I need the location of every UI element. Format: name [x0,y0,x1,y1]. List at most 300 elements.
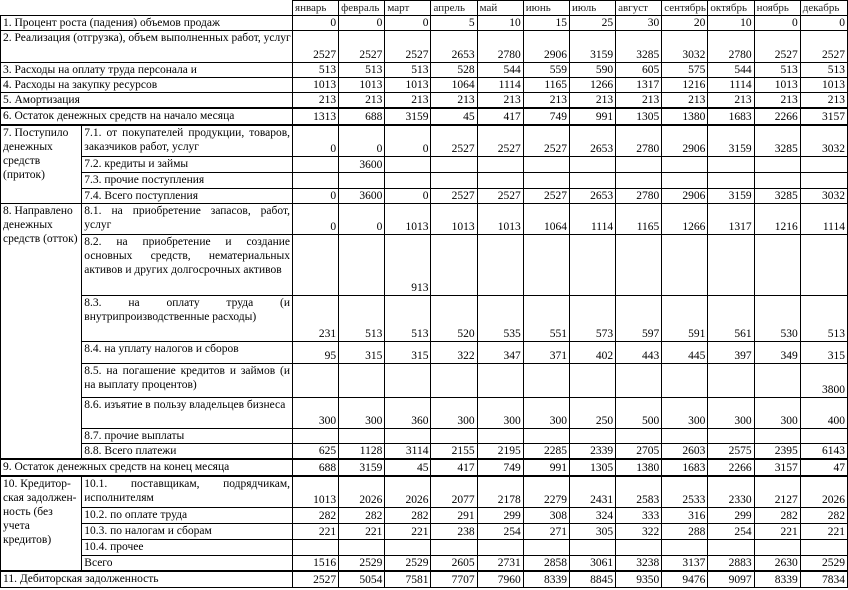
value-cell: 2527 [339,31,385,63]
value-cell: 513 [385,295,431,341]
value-cell: 3159 [385,108,431,125]
value-cell: 8339 [754,571,800,587]
value-cell [569,540,615,556]
value-cell [431,172,477,188]
value-cell: 1064 [431,78,477,93]
value-cell: 2527 [754,31,800,63]
value-cell: 25 [569,16,615,31]
value-cell [754,234,800,295]
month-header: июнь [523,1,569,16]
value-cell: 1013 [477,203,523,234]
row-r11 [1,571,848,587]
value-cell: 749 [477,459,523,476]
value-cell [754,540,800,556]
value-cell: 559 [523,63,569,78]
value-cell: 1380 [662,108,708,125]
value-cell: 2527 [477,125,523,156]
value-cell: 0 [339,125,385,156]
value-cell: 3285 [616,31,662,63]
value-cell: 3032 [662,31,708,63]
value-cell: 2026 [800,476,847,508]
value-cell [339,363,385,397]
value-cell: 1317 [708,203,754,234]
value-cell: 9097 [708,571,754,587]
value-cell: 991 [523,459,569,476]
value-cell: 5 [431,16,477,31]
value-cell: 2605 [431,556,477,572]
value-cell: 2339 [569,443,615,459]
value-cell [477,540,523,556]
value-cell: 291 [431,508,477,524]
value-cell: 300 [477,397,523,428]
value-cell: 2178 [477,476,523,508]
value-cell: 2529 [385,556,431,572]
value-cell: 8339 [523,571,569,587]
value-cell: 1128 [339,443,385,459]
value-cell: 2395 [754,443,800,459]
row-label: 1. Процент роста (падения) объемов продаж [1,16,293,31]
value-cell: 2285 [523,443,569,459]
value-cell: 513 [339,63,385,78]
month-header: апрель [431,1,477,16]
value-cell: 47 [800,459,847,476]
value-cell: 95 [293,341,339,363]
value-cell: 45 [431,108,477,125]
value-cell [708,156,754,172]
value-cell: 2780 [477,31,523,63]
value-cell: 349 [754,341,800,363]
value-cell: 0 [800,16,847,31]
row-r6 [1,108,848,125]
value-cell: 3114 [385,443,431,459]
value-cell: 6143 [800,443,847,459]
row-label: 8.2. на приобретение и создание основных средств, нематериальных активов и других долгосрочных активов [82,234,293,295]
value-cell: 3061 [569,556,615,572]
value-cell: 371 [523,341,569,363]
value-cell: 315 [800,341,847,363]
value-cell: 282 [385,508,431,524]
value-cell: 2431 [569,476,615,508]
value-cell: 1114 [708,78,754,93]
value-cell: 2529 [800,556,847,572]
value-cell [523,172,569,188]
value-cell [385,156,431,172]
value-cell: 282 [800,508,847,524]
value-cell: 213 [616,93,662,109]
value-cell [293,234,339,295]
value-cell: 513 [385,63,431,78]
value-cell [385,540,431,556]
value-cell [293,363,339,397]
value-cell: 535 [477,295,523,341]
row-label: 2. Реализация (отгрузка), объем выполненных работ, услуг [1,31,293,63]
value-cell: 2906 [662,188,708,203]
value-cell: 2195 [477,443,523,459]
group-label-g7: 7. Поступило денежных средств (приток) [1,125,82,203]
value-cell: 625 [293,443,339,459]
row-r7-1 [1,125,848,156]
value-cell [477,172,523,188]
value-cell: 2533 [662,476,708,508]
row-label: Всего [82,556,293,572]
value-cell [431,428,477,443]
value-cell: 1216 [662,78,708,93]
value-cell [523,234,569,295]
value-cell [385,363,431,397]
value-cell: 1380 [616,459,662,476]
value-cell: 213 [708,93,754,109]
row-label: 8.5. на погашение кредитов и займов (и на выплату процентов) [82,363,293,397]
value-cell: 221 [800,524,847,540]
value-cell: 3137 [662,556,708,572]
value-cell: 1013 [293,78,339,93]
row-label: 8.1. на приобретение запасов, работ, услуг [82,203,293,234]
value-cell: 3032 [800,188,847,203]
value-cell [569,172,615,188]
value-cell [339,172,385,188]
value-cell: 1013 [293,476,339,508]
value-cell [477,156,523,172]
value-cell: 9350 [616,571,662,587]
value-cell [754,172,800,188]
value-cell [431,540,477,556]
value-cell: 3032 [800,125,847,156]
value-cell: 322 [431,341,477,363]
row-r2 [1,31,848,63]
value-cell: 2780 [616,188,662,203]
value-cell: 1114 [477,78,523,93]
value-cell: 688 [339,108,385,125]
value-cell: 0 [385,16,431,31]
row-r10-3 [1,524,848,540]
value-cell: 2575 [708,443,754,459]
value-cell: 3157 [800,108,847,125]
value-cell: 213 [385,93,431,109]
row-r10-5 [1,556,848,572]
value-cell: 402 [569,341,615,363]
row-label: 8.4. на уплату налогов и сборов [82,341,293,363]
value-cell: 2330 [708,476,754,508]
value-cell: 2026 [339,476,385,508]
value-cell: 10 [708,16,754,31]
value-cell [708,540,754,556]
value-cell: 2266 [754,108,800,125]
value-cell: 300 [754,397,800,428]
value-cell: 3600 [339,188,385,203]
value-cell: 500 [616,397,662,428]
row-label: 8.6. изъятие в пользу владельцев бизнеса [82,397,293,428]
value-cell: 213 [754,93,800,109]
value-cell [569,428,615,443]
row-r8-8 [1,443,848,459]
value-cell [523,156,569,172]
group-label-g10: 10. Кредитор-ская задолжен-ность (без учета кредитов) [1,476,82,572]
value-cell: 2527 [431,188,477,203]
value-cell: 1064 [523,203,569,234]
value-cell: 528 [431,63,477,78]
value-cell: 316 [662,508,708,524]
value-cell [431,363,477,397]
row-r9 [1,459,848,476]
value-cell: 15 [523,16,569,31]
row-r3 [1,63,848,78]
value-cell: 443 [616,341,662,363]
value-cell: 20 [662,16,708,31]
value-cell [569,156,615,172]
value-cell: 1165 [523,78,569,93]
value-cell: 213 [800,93,847,109]
value-cell: 573 [569,295,615,341]
value-cell [431,234,477,295]
value-cell: 445 [662,341,708,363]
value-cell: 271 [523,524,569,540]
row-r8-2 [1,234,848,295]
row-r10-1 [1,476,848,508]
value-cell: 9476 [662,571,708,587]
value-cell: 0 [293,188,339,203]
value-cell: 3285 [754,125,800,156]
value-cell: 2858 [523,556,569,572]
value-cell [616,540,662,556]
value-cell: 3159 [708,125,754,156]
row-label: 7.3. прочие поступления [82,172,293,188]
value-cell [293,540,339,556]
row-label: 5. Амортизация [1,93,293,109]
value-cell [800,172,847,188]
value-cell [339,234,385,295]
header-corner [1,1,293,16]
value-cell: 2527 [293,571,339,587]
value-cell: 0 [293,203,339,234]
value-cell: 1114 [569,203,615,234]
value-cell [293,172,339,188]
value-cell [800,156,847,172]
row-label: 10.1. поставщикам, подрядчикам, исполнителям [82,476,293,508]
value-cell [662,172,708,188]
row-r5 [1,93,848,109]
value-cell: 254 [708,524,754,540]
value-cell: 1013 [754,78,800,93]
value-cell: 2780 [708,31,754,63]
value-cell: 322 [616,524,662,540]
month-header: сентябрь [662,1,708,16]
value-cell: 513 [800,63,847,78]
month-header: март [385,1,431,16]
value-cell: 1305 [569,459,615,476]
value-cell: 605 [616,63,662,78]
value-cell: 2527 [800,31,847,63]
value-cell [477,363,523,397]
value-cell: 221 [385,524,431,540]
value-cell: 231 [293,295,339,341]
value-cell: 3600 [339,156,385,172]
value-cell [662,428,708,443]
value-cell [293,156,339,172]
value-cell [800,234,847,295]
row-r7-2 [1,156,848,172]
value-cell: 2527 [523,125,569,156]
value-cell [569,234,615,295]
value-cell: 347 [477,341,523,363]
row-label: 3. Расходы на оплату труда персонала и [1,63,293,78]
value-cell: 2906 [662,125,708,156]
value-cell: 30 [616,16,662,31]
value-cell: 315 [339,341,385,363]
value-cell: 2653 [431,31,477,63]
value-cell: 2527 [293,31,339,63]
header-row [1,1,848,16]
value-cell: 2731 [477,556,523,572]
month-header: август [616,1,662,16]
value-cell: 513 [800,295,847,341]
value-cell [616,156,662,172]
value-cell: 2529 [339,556,385,572]
value-cell: 2527 [385,31,431,63]
value-cell [339,540,385,556]
value-cell: 0 [385,125,431,156]
value-cell: 250 [569,397,615,428]
value-cell: 7834 [800,571,847,587]
value-cell: 0 [754,16,800,31]
value-cell [616,363,662,397]
value-cell: 324 [569,508,615,524]
value-cell: 2603 [662,443,708,459]
value-cell: 2026 [385,476,431,508]
row-r8-1 [1,203,848,234]
value-cell: 1313 [293,108,339,125]
month-header: январь [293,1,339,16]
value-cell: 213 [431,93,477,109]
value-cell [754,363,800,397]
value-cell: 3800 [800,363,847,397]
value-cell [800,540,847,556]
value-cell: 417 [477,108,523,125]
value-cell: 7581 [385,571,431,587]
value-cell: 10 [477,16,523,31]
value-cell: 991 [569,108,615,125]
value-cell [662,363,708,397]
value-cell: 749 [523,108,569,125]
value-cell: 3159 [569,31,615,63]
value-cell [477,234,523,295]
value-cell: 300 [523,397,569,428]
value-cell: 360 [385,397,431,428]
value-cell [708,234,754,295]
value-cell: 2527 [431,125,477,156]
value-cell: 213 [339,93,385,109]
value-cell [569,363,615,397]
value-cell: 333 [616,508,662,524]
value-cell: 590 [569,63,615,78]
value-cell: 1305 [616,108,662,125]
value-cell: 1317 [616,78,662,93]
value-cell: 1013 [339,78,385,93]
value-cell: 1013 [385,203,431,234]
value-cell: 544 [477,63,523,78]
month-header: февраль [339,1,385,16]
value-cell: 2527 [523,188,569,203]
value-cell: 2883 [708,556,754,572]
value-cell: 221 [754,524,800,540]
value-cell: 1013 [431,203,477,234]
row-label: 11. Дебиторская задолженность [1,571,293,587]
row-r4 [1,78,848,93]
month-header: октябрь [708,1,754,16]
value-cell: 300 [708,397,754,428]
value-cell: 2906 [523,31,569,63]
value-cell [523,363,569,397]
value-cell: 299 [477,508,523,524]
row-r1 [1,16,848,31]
value-cell [616,172,662,188]
value-cell: 2127 [754,476,800,508]
value-cell: 308 [523,508,569,524]
row-label: 9. Остаток денежных средств на конец месяца [1,459,293,476]
value-cell: 0 [385,188,431,203]
value-cell: 2527 [477,188,523,203]
value-cell: 0 [293,125,339,156]
value-cell: 2077 [431,476,477,508]
value-cell: 1516 [293,556,339,572]
value-cell: 2583 [616,476,662,508]
value-cell: 305 [569,524,615,540]
value-cell: 1266 [569,78,615,93]
row-r8-4 [1,341,848,363]
value-cell: 3285 [754,188,800,203]
value-cell: 3159 [339,459,385,476]
value-cell: 913 [385,234,431,295]
value-cell: 0 [293,16,339,31]
value-cell: 315 [385,341,431,363]
value-cell: 2279 [523,476,569,508]
value-cell: 213 [523,93,569,109]
value-cell [431,156,477,172]
row-label: 10.2. по оплате труда [82,508,293,524]
row-label: 7.1. от покупателей продукции, товаров, заказчиков работ, услуг [82,125,293,156]
month-header: ноябрь [754,1,800,16]
value-cell: 2653 [569,188,615,203]
value-cell: 688 [293,459,339,476]
month-header: декабрь [800,1,847,16]
row-label: 6. Остаток денежных средств на начало месяца [1,108,293,125]
row-label: 7.4. Всего поступления [82,188,293,203]
value-cell [616,428,662,443]
value-cell: 575 [662,63,708,78]
value-cell: 300 [293,397,339,428]
value-cell: 417 [431,459,477,476]
value-cell: 2780 [616,125,662,156]
value-cell: 1165 [616,203,662,234]
value-cell: 591 [662,295,708,341]
row-r8-5 [1,363,848,397]
value-cell: 7960 [477,571,523,587]
value-cell [616,234,662,295]
value-cell [662,156,708,172]
row-label: 8.3. на оплату труда (и внутрипроизводственные расходы) [82,295,293,341]
value-cell: 530 [754,295,800,341]
row-label: 10.3. по налогам и сборам [82,524,293,540]
value-cell [339,428,385,443]
value-cell: 544 [708,63,754,78]
value-cell: 221 [339,524,385,540]
value-cell: 0 [339,16,385,31]
value-cell: 1114 [800,203,847,234]
value-cell: 2705 [616,443,662,459]
value-cell: 221 [293,524,339,540]
row-r8-3 [1,295,848,341]
value-cell: 1216 [754,203,800,234]
value-cell [662,234,708,295]
